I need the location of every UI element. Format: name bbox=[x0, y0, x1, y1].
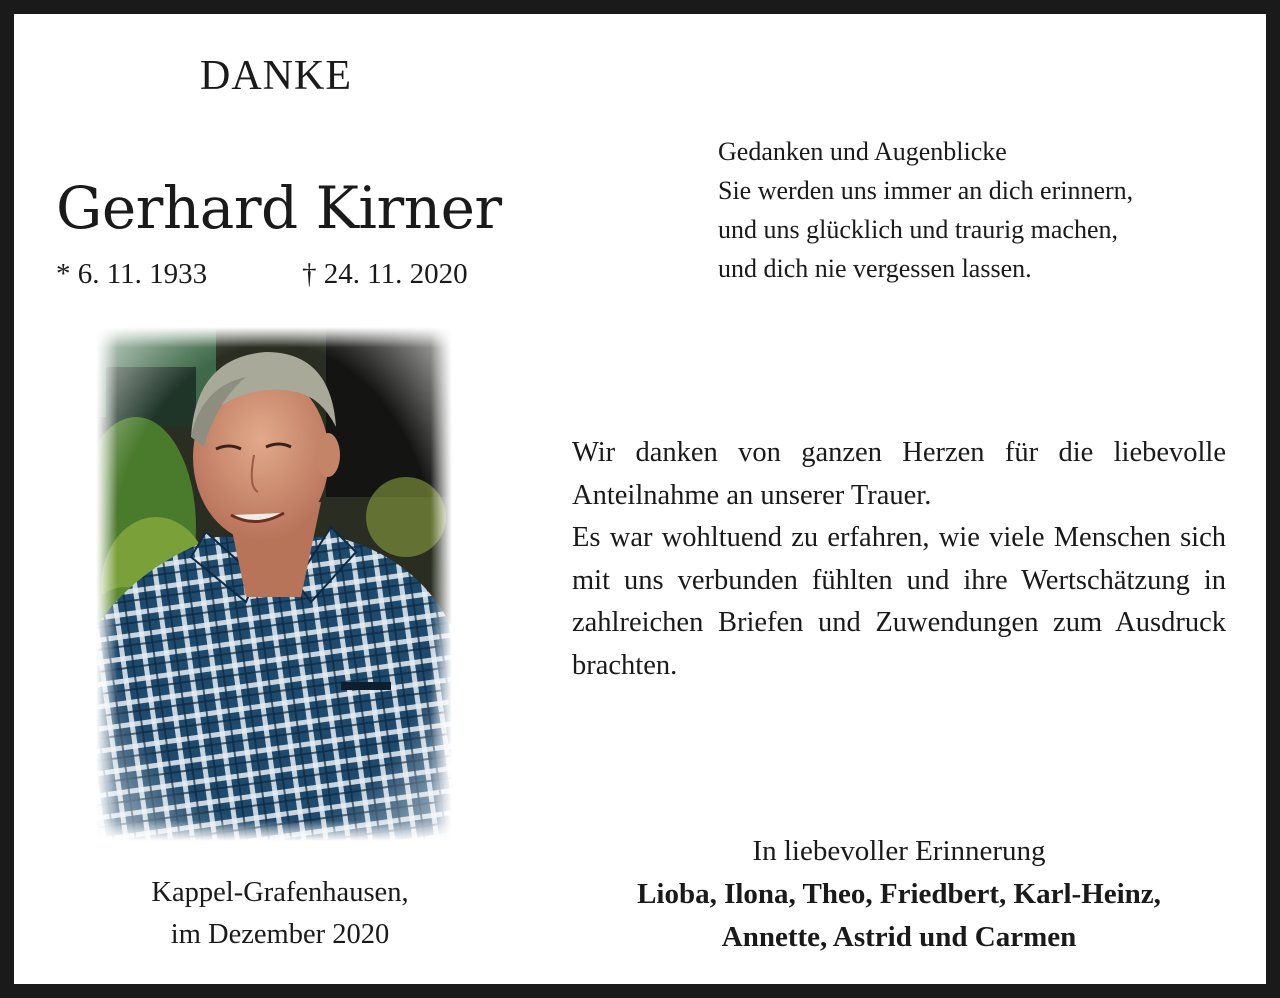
thanks-text bbox=[572, 432, 1226, 687]
thanks-paragraph: Wir danken von ganzen Herzen für die liebevolle Anteilnahme an unserer Trauer. bbox=[572, 437, 1226, 511]
heading-danke: DANKE bbox=[200, 53, 352, 99]
family-names: Lioba, Ilona, Theo, Friedbert, Karl-Heinz, bbox=[637, 878, 1161, 910]
place-and-date bbox=[98, 872, 462, 956]
memory-intro: In liebevoller Erinnerung bbox=[752, 835, 1046, 867]
place-date: im Dezember 2020 bbox=[170, 919, 390, 950]
poem-line: und dich nie vergessen lassen. bbox=[718, 254, 1032, 283]
poem bbox=[718, 132, 1133, 288]
poem-line: Sie werden uns immer an dich erinnern, bbox=[718, 176, 1134, 205]
portrait-photo bbox=[96, 327, 452, 841]
deceased-name: Gerhard Kirner bbox=[56, 174, 502, 242]
birth-date: * 6. 11. 1933 bbox=[56, 258, 208, 290]
family-names: Annette, Astrid und Carmen bbox=[721, 921, 1077, 953]
death-date: † 24. 11. 2020 bbox=[302, 258, 468, 290]
thanks-paragraph: Es war wohltuend zu erfahren, wie viele Menschen sich mit uns verbunden fühlten und ihre Wertschätzung in zahlreichen Briefen und Zuwendungen zum Ausdruck brachten. bbox=[572, 522, 1226, 681]
poem-line: und uns glücklich und traurig machen, bbox=[718, 215, 1119, 244]
place-town: Kappel-Grafenhausen, bbox=[151, 877, 409, 908]
memory-block bbox=[554, 830, 1244, 959]
obituary-card bbox=[14, 14, 1266, 984]
poem-line: Gedanken und Augenblicke bbox=[718, 137, 1007, 166]
